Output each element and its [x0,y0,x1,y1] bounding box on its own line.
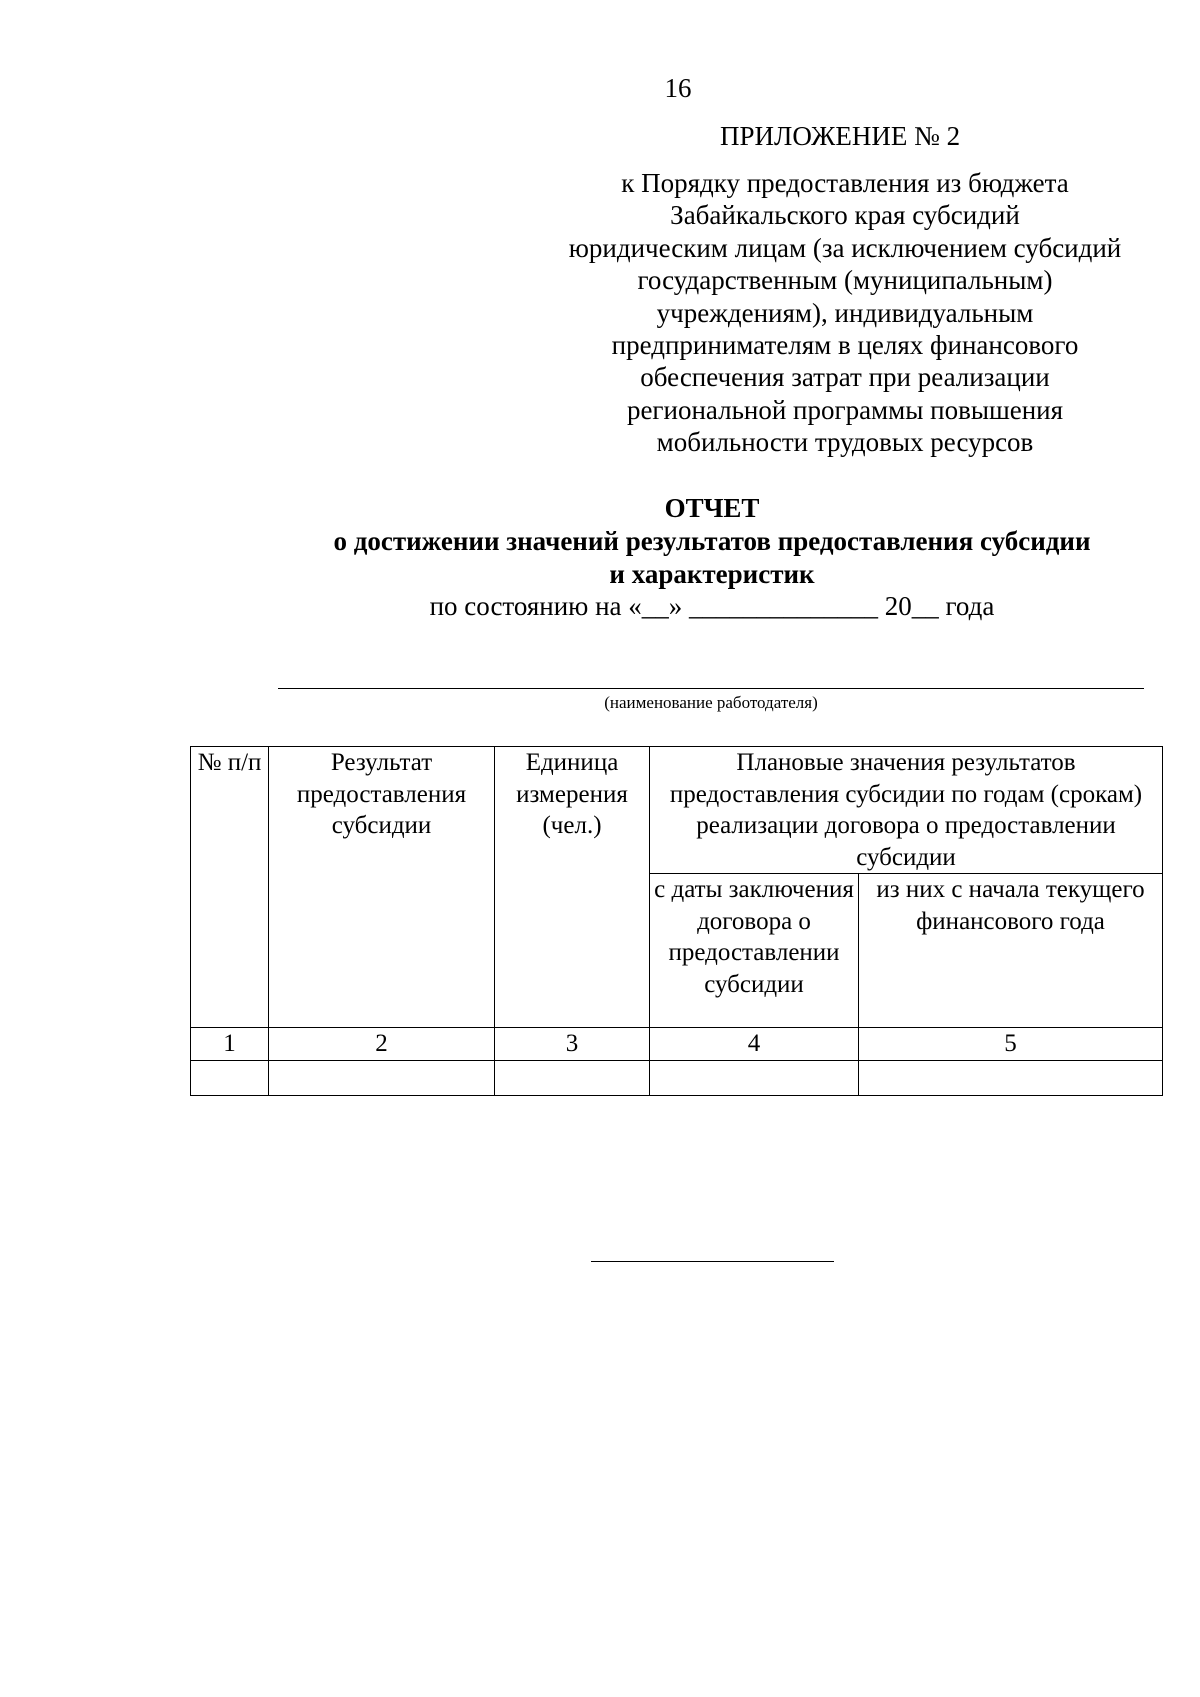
header-result: Результат предоставления субсидии [269,747,495,1028]
appendix-subtitle-line: Забайкальского края субсидий [670,200,1020,231]
column-number: 2 [269,1028,495,1061]
appendix-subtitle [545,167,1145,459]
report-title: ОТЧЕТ [664,493,760,523]
table-cell[interactable] [495,1060,650,1095]
header-num: № п/п [191,747,269,1028]
table-cell[interactable] [269,1060,495,1095]
appendix-subtitle-line: к Порядку предоставления из бюджета [621,168,1069,198]
table-cell[interactable] [859,1060,1163,1095]
appendix-subtitle-line: мобильности трудовых ресурсов [656,427,1034,458]
table-cell[interactable] [650,1060,859,1095]
header-from-contract: с даты заключения договора о предоставлении субсидии [650,874,859,1028]
header-planned: Плановые значения результатов предоставления субсидии по годам (срокам) реализации договора о предоставлении субсидии [650,747,1163,874]
appendix-subtitle-line: учреждениям), индивидуальным [656,297,1034,328]
table-header-row [191,747,1163,874]
report-table [190,746,1163,1096]
report-subtitle-line: и характеристик [609,559,815,589]
report-subtitle [0,525,1200,591]
appendix-title: ПРИЛОЖЕНИЕ № 2 [720,121,961,151]
table-cell[interactable] [191,1060,269,1095]
column-number: 3 [495,1028,650,1061]
employer-caption: (наименование работодателя) [604,693,818,712]
table-row [191,1060,1163,1095]
appendix-subtitle-line: юридическим лицам (за исключением субсидий [568,232,1122,263]
appendix-subtitle-line: государственным (муниципальным) [637,265,1053,296]
report-date-line: по состоянию на «__» ______________ 20__ года [429,591,995,621]
column-number: 4 [650,1028,859,1061]
appendix-subtitle-line: региональной программы повышения [626,394,1064,425]
appendix-subtitle-line: предпринимателям в целях финансового [611,330,1079,361]
column-number: 5 [859,1028,1163,1061]
employer-name-line [278,688,1144,689]
report-subtitle-line: о достижении значений результатов предоставления субсидии [333,526,1091,556]
column-number: 1 [191,1028,269,1061]
table-column-numbers-row [191,1028,1163,1061]
end-divider [591,1261,834,1262]
header-unit: Единица измерения (чел.) [495,747,650,1028]
appendix-subtitle-line: обеспечения затрат при реализации [640,362,1050,393]
page-number: 16 [664,73,692,103]
header-from-year: из них с начала текущего финансового года [859,874,1163,1028]
